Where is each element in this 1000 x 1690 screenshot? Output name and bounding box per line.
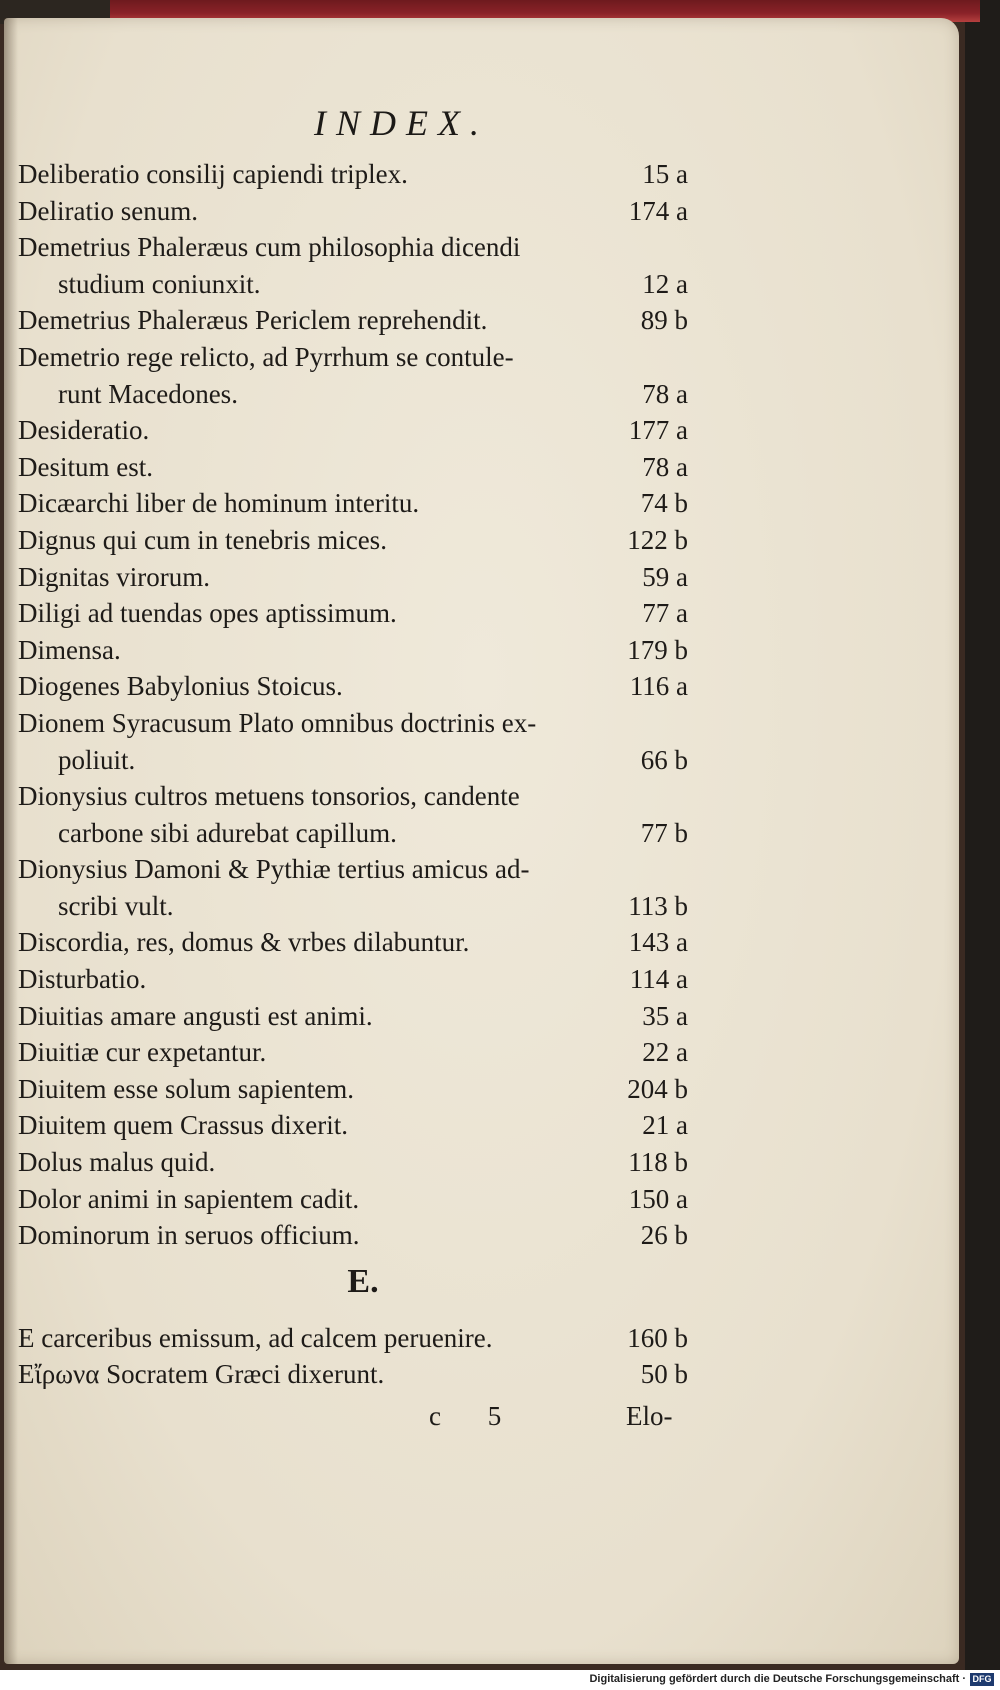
entry-text: Dominorum in seruos officium. (18, 1220, 360, 1251)
index-entry (18, 778, 688, 815)
page-footer (4, 1401, 704, 1441)
index-entry (18, 668, 688, 705)
index-entry (18, 851, 688, 888)
index-entry (18, 961, 688, 998)
entry-page-ref: 59 a (642, 561, 688, 592)
index-entry (18, 193, 688, 230)
entry-page-ref: 116 a (629, 671, 688, 702)
entry-text: poliuit. (58, 744, 136, 775)
index-entries (18, 156, 688, 1393)
page-header (4, 102, 959, 144)
entry-page-ref: 150 a (628, 1183, 688, 1214)
entry-text: runt Macedones. (58, 378, 238, 409)
entries-section-e (18, 1320, 688, 1393)
entry-text: Disturbatio. (18, 964, 147, 995)
entry-text: Deliberatio consilij capiendi triplex. (18, 159, 408, 189)
index-entry (18, 998, 688, 1035)
entry-page-ref: 77 b (640, 817, 688, 848)
entry-text: Diuitem quem Crassus dixerit. (18, 1110, 348, 1141)
index-entry (18, 1107, 688, 1144)
index-entry (18, 339, 688, 376)
entry-page-ref: 177 a (628, 415, 688, 446)
dfg-credit: Digitalisierung gefördert durch die Deutsche Forschungsgemeinschaft · (589, 1673, 966, 1685)
index-entry (18, 156, 688, 193)
index-entry (18, 302, 688, 339)
entry-page-ref: 143 a (628, 927, 688, 958)
entry-page-ref: 174 a (628, 195, 688, 226)
index-entry (18, 376, 688, 413)
index-entry (18, 1217, 688, 1254)
entry-text: E carceribus emissum, ad calcem peruenire. (18, 1322, 493, 1353)
entry-text: carbone sibi adurebat capillum. (58, 817, 397, 848)
entry-page-ref: 78 a (642, 451, 688, 482)
index-entry (18, 412, 688, 449)
index-entry (18, 1071, 688, 1108)
entry-text: Dimensa. (18, 634, 121, 665)
entry-text: Diuitem esse solum sapientem. (18, 1073, 354, 1104)
entry-text: studium coniunxit. (58, 268, 261, 299)
entry-text: Εἴρωνα Socratem Græci dixerunt. (18, 1359, 385, 1390)
index-entry (18, 266, 688, 303)
index-entry (18, 815, 688, 852)
index-entry (18, 888, 688, 925)
index-entry (18, 595, 688, 632)
entry-page-ref: 66 b (640, 744, 688, 775)
entry-text: Discordia, res, domus & vrbes dilabuntur. (18, 927, 470, 958)
entry-page-ref: 122 b (627, 524, 688, 555)
entry-text: Deliratio senum. (18, 195, 198, 226)
entry-page-ref: 22 a (642, 1037, 688, 1068)
entry-page-ref: 114 a (629, 964, 688, 995)
entry-text: Dolor animi in sapientem cadit. (18, 1183, 360, 1214)
entry-page-ref: 35 a (642, 1000, 688, 1031)
signature-mark: c 5 (429, 1401, 522, 1431)
entry-text: Demetrius Phaleræus cum philosophia dicendi (18, 232, 521, 263)
entry-text: Dignitas virorum. (18, 561, 210, 592)
entry-text: Dionem Syracusum Plato omnibus doctrinis ex- (18, 707, 537, 738)
section-gap (18, 1310, 688, 1320)
index-entry (18, 449, 688, 486)
book-page (4, 18, 959, 1664)
index-entry (18, 705, 688, 742)
index-entry (18, 1144, 688, 1181)
index-title: INDEX. (314, 103, 489, 143)
entry-page-ref: 77 a (642, 598, 688, 629)
index-entry (18, 1356, 688, 1393)
entry-text: Dionysius cultros metuens tonsorios, candente (18, 781, 520, 812)
entry-page-ref: 21 a (642, 1110, 688, 1141)
entry-page-ref: 74 b (640, 488, 688, 519)
entry-text: Demetrio rege relicto, ad Pyrrhum se contule- (18, 341, 514, 372)
index-entry (18, 522, 688, 559)
section-letter: E. (347, 1262, 379, 1300)
index-entry (18, 485, 688, 522)
entry-text: Diligi ad tuendas opes aptissimum. (18, 598, 397, 629)
entry-text: Dicæarchi liber de hominum interitu. (18, 488, 420, 519)
spine-shadow (4, 18, 18, 1664)
index-entry (18, 632, 688, 669)
entry-page-ref: 204 b (627, 1073, 688, 1104)
entry-page-ref: 15 a (642, 159, 688, 189)
index-entry (18, 1034, 688, 1071)
index-entry (18, 1181, 688, 1218)
entry-text: Demetrius Phaleræus Periclem reprehendit. (18, 305, 488, 336)
entry-text: Desideratio. (18, 415, 150, 446)
index-entry (18, 559, 688, 596)
index-entry (18, 924, 688, 961)
entry-text: Diuitias amare angusti est animi. (18, 1000, 373, 1031)
entry-page-ref: 50 b (640, 1359, 688, 1390)
entry-page-ref: 26 b (640, 1220, 688, 1251)
entries-section-d (18, 156, 688, 1254)
catchword: Elo- (626, 1401, 673, 1431)
dfg-strip (0, 1670, 1000, 1690)
entry-text: scribi vult. (58, 890, 174, 921)
entry-page-ref: 89 b (640, 305, 688, 336)
entry-page-ref: 78 a (642, 378, 688, 409)
entry-page-ref: 113 b (628, 890, 688, 921)
entry-text: Dolus malus quid. (18, 1147, 216, 1178)
entry-text: Desitum est. (18, 451, 153, 482)
entry-text: Dionysius Damoni & Pythiæ tertius amicus ad- (18, 854, 530, 885)
entry-page-ref: 160 b (627, 1322, 688, 1353)
entry-page-ref: 118 b (628, 1147, 688, 1178)
index-entry (18, 1320, 688, 1357)
entry-text: Diogenes Babylonius Stoicus. (18, 671, 343, 702)
index-entry (18, 229, 688, 266)
index-entry (18, 742, 688, 779)
entry-text: Dignus qui cum in tenebris mices. (18, 524, 387, 555)
entry-page-ref: 179 b (627, 634, 688, 665)
dfg-logo-icon: DFG (970, 1673, 994, 1686)
entry-text: Diuitiæ cur expetantur. (18, 1037, 267, 1068)
entry-page-ref: 12 a (642, 268, 688, 299)
